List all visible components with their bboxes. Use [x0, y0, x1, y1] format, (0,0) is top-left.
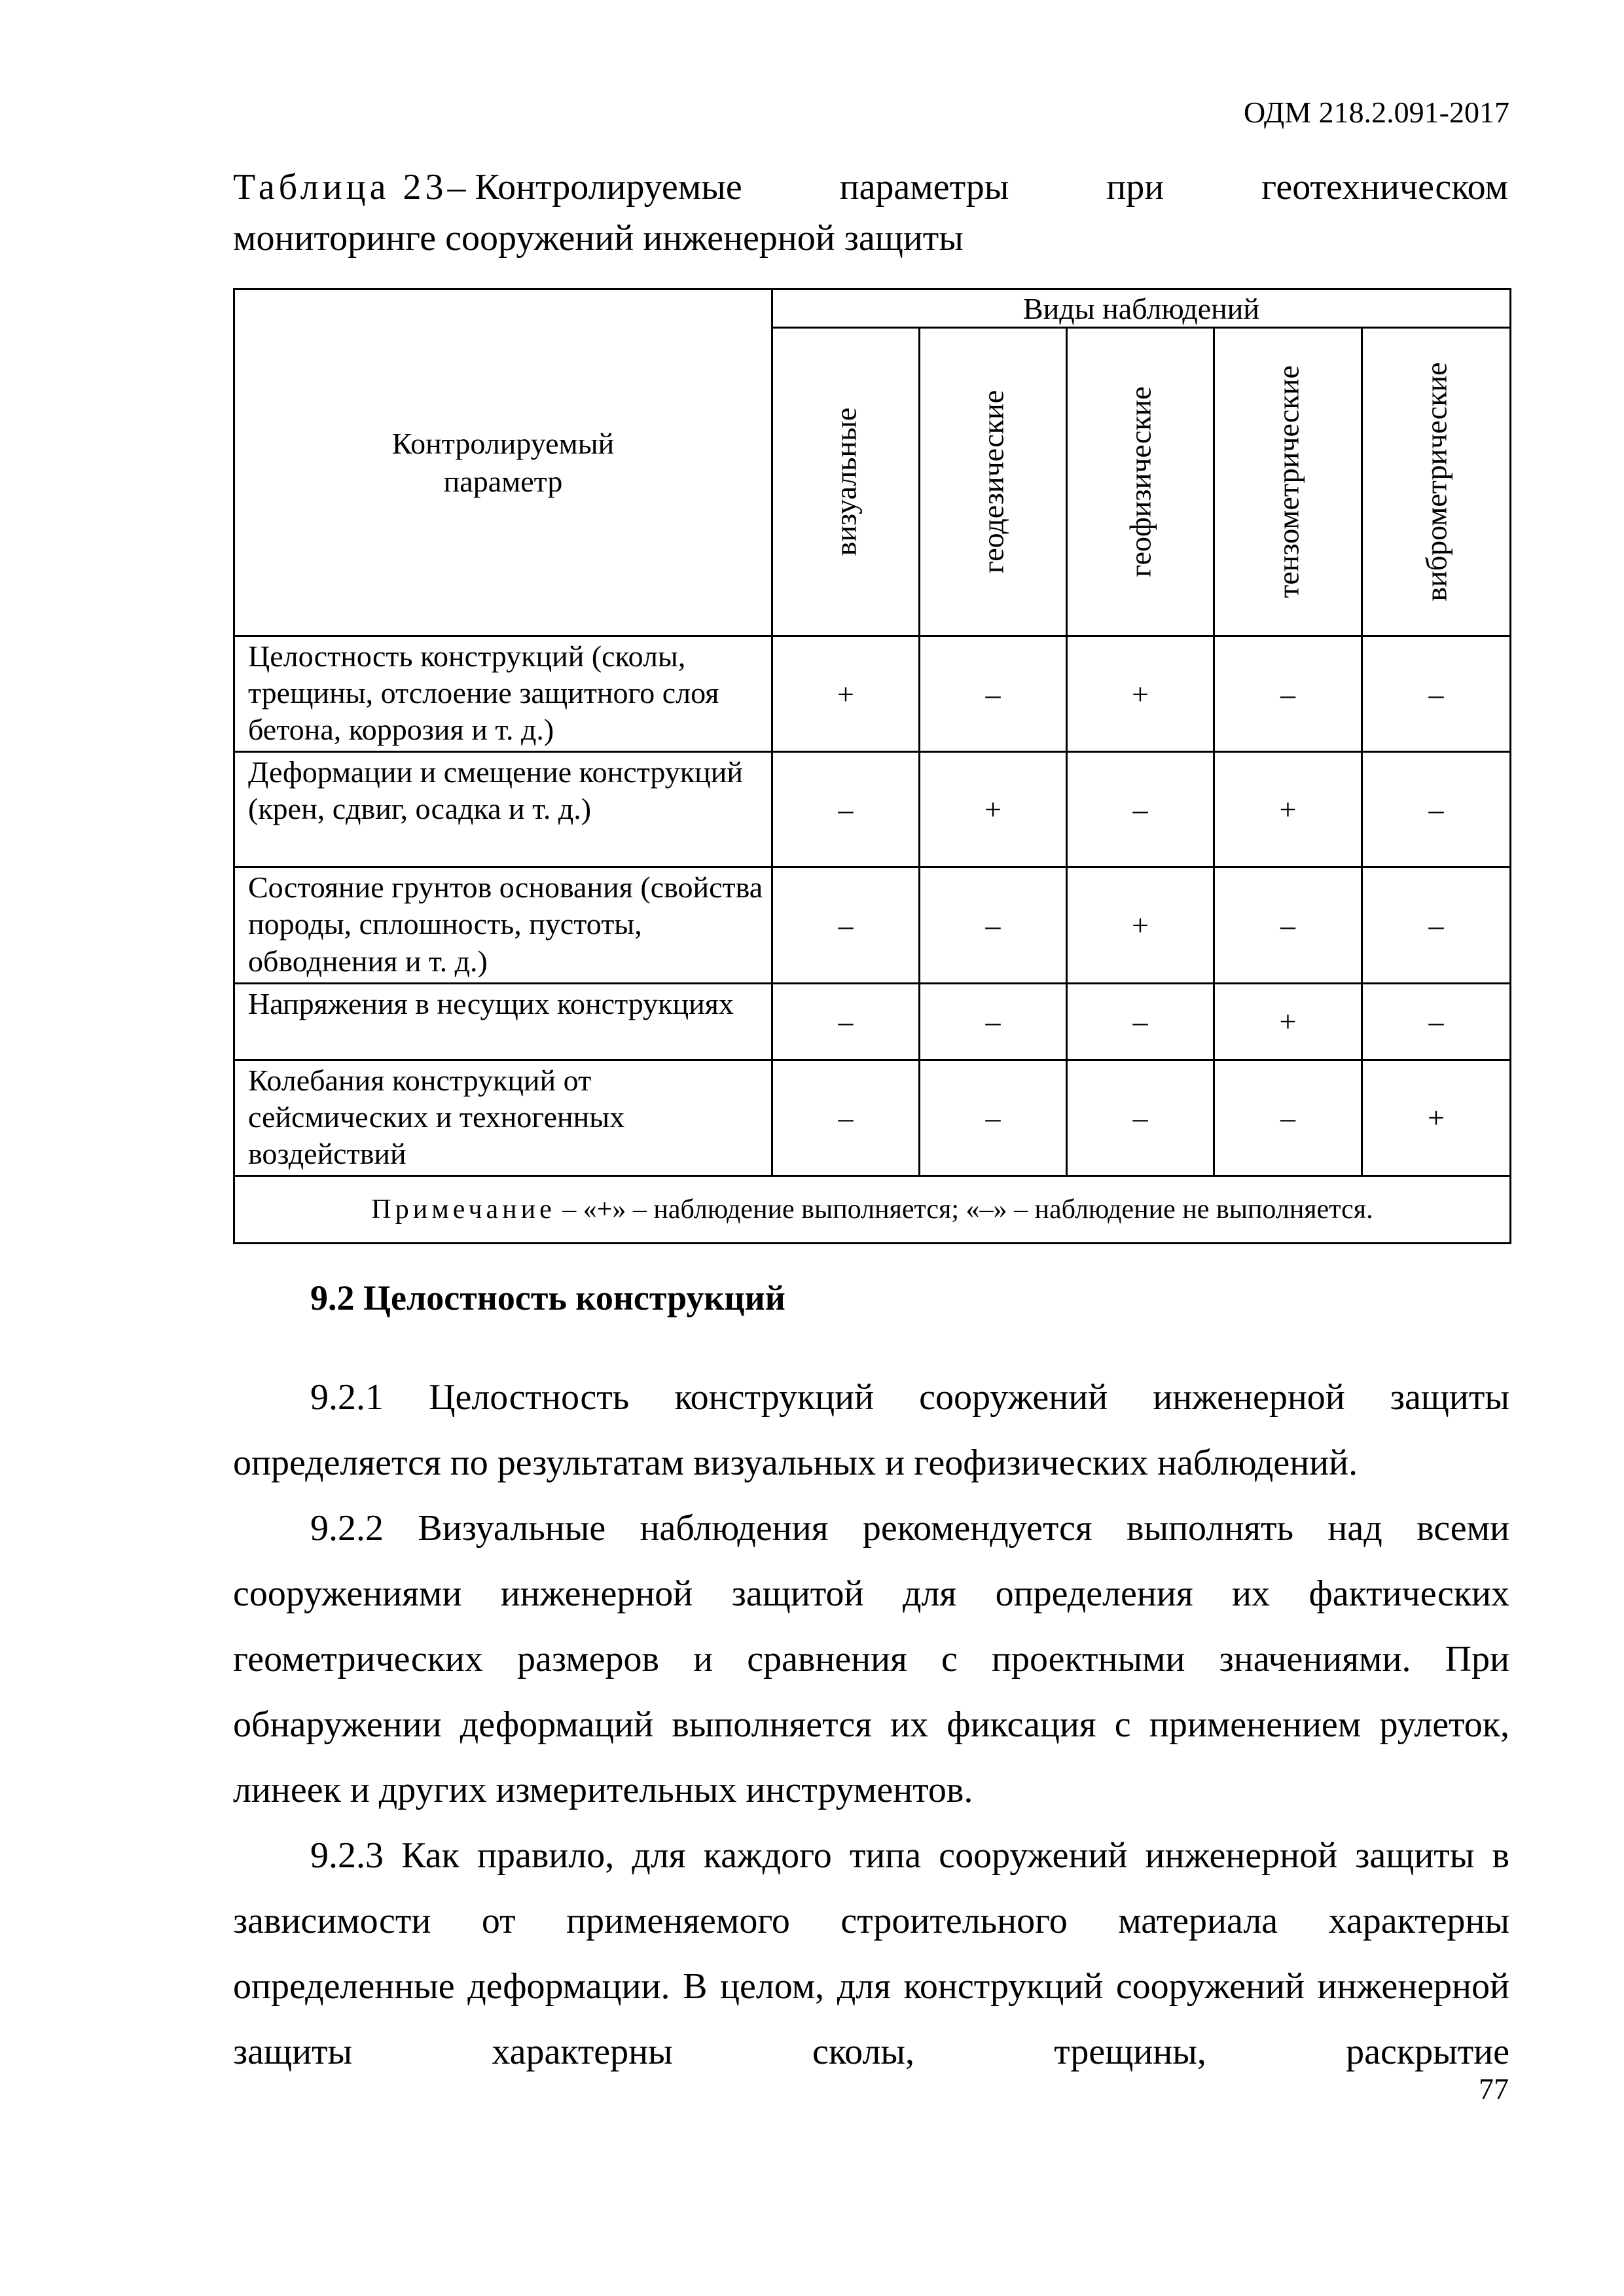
column-header-label: визуальные	[829, 407, 863, 556]
param-cell: Колебания конструкций от сейсмических и техногенных воздействий	[234, 1060, 772, 1175]
param-column-header-text: Контролируемый параметр	[391, 427, 615, 498]
mark-cell: –	[1214, 636, 1362, 752]
mark-cell: –	[1362, 636, 1511, 752]
column-header	[772, 328, 920, 636]
mark-cell: +	[772, 636, 920, 752]
caption-word: геотехническом	[1261, 167, 1508, 207]
mark-cell: –	[920, 983, 1067, 1060]
param-cell: Деформации и смещение конструкций (крен, сдвиг, осадка и т. д.)	[234, 752, 772, 867]
column-header	[1362, 328, 1511, 636]
mark-cell: –	[1362, 983, 1511, 1060]
mark-cell: +	[1214, 983, 1362, 1060]
mark-cell: +	[1362, 1060, 1511, 1175]
mark-cell: –	[1067, 1060, 1214, 1175]
paragraph: 9.2.1 Целостность конструкций сооружений инженерной защиты определяется по результатам визуальных и геофизических наблюдений.	[233, 1377, 1509, 1483]
section-heading: 9.2 Целостность конструкций	[310, 1278, 785, 1318]
table-row	[234, 636, 1511, 752]
note-label: Примечание	[371, 1194, 556, 1225]
column-header	[920, 328, 1067, 636]
mark-cell: +	[1214, 752, 1362, 867]
note-text: – «+» – наблюдение выполняется; «–» – наблюдение не выполняется.	[555, 1194, 1373, 1225]
table-row	[234, 752, 1511, 867]
caption-label: Таблица 23	[233, 167, 448, 207]
mark-cell: +	[1067, 636, 1214, 752]
parameters-table	[233, 288, 1511, 1244]
mark-cell: –	[1214, 1060, 1362, 1175]
mark-cell: –	[920, 1060, 1067, 1175]
mark-cell: –	[920, 867, 1067, 983]
table-row	[234, 983, 1511, 1060]
column-header-label: тензометрические	[1271, 365, 1305, 598]
paragraph: 9.2.3 Как правило, для каждого типа сооружений инженерной защиты в зависимости от применяемого строительного материала характерны определенные деформации. В целом, для конструкций сооружений инженерной защиты характерны сколы, трещины, раскрытие	[233, 1835, 1509, 2072]
body-text	[233, 1365, 1509, 2085]
caption-word: параметры	[839, 167, 1009, 207]
mark-cell: –	[772, 752, 920, 867]
param-column-header	[234, 289, 772, 636]
mark-cell: –	[1067, 983, 1214, 1060]
caption-line-2: мониторинге сооружений инженерной защиты	[233, 218, 964, 259]
observation-types-header: Виды наблюдений	[772, 289, 1511, 328]
column-header	[1214, 328, 1362, 636]
mark-cell: +	[920, 752, 1067, 867]
table-caption	[233, 152, 1508, 257]
mark-cell: –	[1067, 752, 1214, 867]
column-header	[1067, 328, 1214, 636]
column-header-label: геодезические	[976, 389, 1010, 574]
page-number: 77	[1479, 2072, 1509, 2106]
mark-cell: –	[772, 983, 920, 1060]
mark-cell: +	[1067, 867, 1214, 983]
paragraph: 9.2.2 Визуальные наблюдения рекомендуется выполнять над всеми сооружениями инженерной защитой для определения их фактических геометрических размеров и сравнения с проектными значениями. При обнаружении деформаций выполняется их фиксация с применением рулеток, линеек и других измерительных инструментов.	[233, 1508, 1509, 1810]
mark-cell: –	[772, 1060, 920, 1175]
mark-cell: –	[772, 867, 920, 983]
caption-first-segment	[233, 169, 742, 206]
table-row	[234, 1060, 1511, 1175]
mark-cell: –	[920, 636, 1067, 752]
table-note	[234, 1175, 1511, 1243]
document-code: ОДМ 218.2.091-2017	[1243, 96, 1509, 129]
param-cell: Целостность конструкций (сколы, трещины, отслоение защитного слоя бетона, коррозия и т. д.)	[234, 636, 772, 752]
mark-cell: –	[1362, 752, 1511, 867]
caption-word: – Контролируемые	[447, 167, 742, 207]
param-cell: Состояние грунтов основания (свойства породы, сплошность, пустоты, обводнения и т. д.)	[234, 867, 772, 983]
caption-word: при	[1106, 167, 1164, 207]
table-row	[234, 867, 1511, 983]
column-header-label: геофизические	[1123, 386, 1157, 577]
column-header-label: виброметрические	[1419, 362, 1453, 601]
mark-cell: –	[1362, 867, 1511, 983]
mark-cell: –	[1214, 867, 1362, 983]
param-cell: Напряжения в несущих конструкциях	[234, 983, 772, 1060]
